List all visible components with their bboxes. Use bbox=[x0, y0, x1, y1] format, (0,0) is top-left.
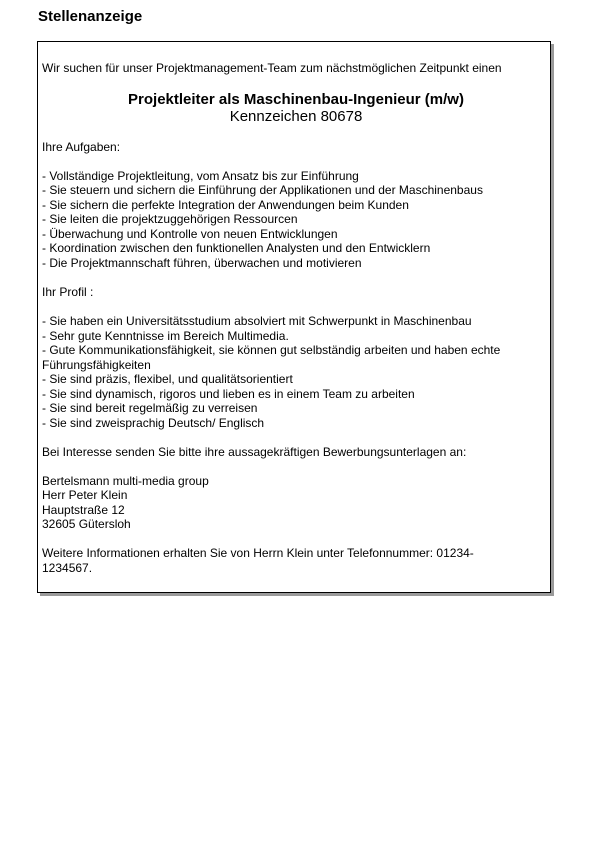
task-item: - Überwachung und Kontrolle von neuen Entwicklungen bbox=[42, 226, 338, 241]
requirement-item: - Sie sind präzis, flexibel, und qualitätsorientiert bbox=[42, 372, 293, 386]
ad-intro-text: Wir suchen für unser Projektmanagement-Team zum nächstmöglichen Zeitpunkt einen bbox=[42, 61, 502, 75]
tasks-heading: Ihre Aufgaben: bbox=[42, 139, 121, 154]
task-item: - Sie steuern und sichern die Einführung der Applikationen und der Maschinenbaus bbox=[42, 183, 483, 197]
task-item: - Vollständige Projektleitung, vom Ansatz bis zur Einführung bbox=[42, 168, 359, 183]
requirement-item: - Sie sind dynamisch, rigoros und lieben es in einem Team zu arbeiten bbox=[42, 386, 415, 401]
more-info-text: Weitere Informationen erhalten Sie von Herrn Klein unter Telefonnummer: 01234-1234567. bbox=[42, 546, 474, 575]
requirement-item: - Sehr gute Kenntnisse im Bereich Multimedia. bbox=[42, 328, 289, 343]
page-title: Stellenanzeige bbox=[38, 8, 143, 25]
address-person: Herr Peter Klein bbox=[42, 488, 128, 502]
job-title-block bbox=[42, 91, 550, 125]
requirement-item: - Sie haben ein Universitätsstudium absolviert mit Schwerpunkt in Maschinenbau bbox=[42, 314, 472, 328]
job-title: Projektleiter als Maschinenbau-Ingenieur (m/w) bbox=[128, 90, 464, 108]
requirement-item-continuation: Führungsfähigkeiten bbox=[42, 357, 151, 372]
address-street: Hauptstraße 12 bbox=[42, 502, 125, 517]
task-item: - Sie leiten die projektzuggehörigen Ressourcen bbox=[42, 212, 298, 226]
requirement-item: - Sie sind zweisprachig Deutsch/ Englisch bbox=[42, 415, 265, 430]
contact-intro: Bei Interesse senden Sie bitte ihre aussagekräftigen Bewerbungsunterlagen an: bbox=[42, 444, 467, 459]
address-company: Bertelsmann multi-media group bbox=[42, 473, 209, 488]
profile-heading: Ihr Profil : bbox=[42, 285, 94, 299]
reference-number: Kennzeichen 80678 bbox=[229, 107, 363, 125]
task-item: - Die Projektmannschaft führen, überwachen und motivieren bbox=[42, 255, 362, 270]
requirement-item: - Sie sind bereit regelmäßig zu verreisen bbox=[42, 401, 258, 415]
task-item: - Koordination zwischen den funktionellen Analysten und den Entwicklern bbox=[42, 241, 431, 255]
requirement-item: - Gute Kommunikationsfähigkeit, sie können gut selbständig arbeiten und haben echte bbox=[42, 343, 501, 357]
contact-address bbox=[42, 474, 550, 532]
task-item: - Sie sichern die perfekte Integration der Anwendungen beim Kunden bbox=[42, 197, 409, 212]
address-city: 32605 Gütersloh bbox=[42, 517, 131, 531]
requirements-list bbox=[42, 314, 550, 430]
tasks-list bbox=[42, 169, 550, 271]
job-ad-box bbox=[37, 41, 551, 593]
